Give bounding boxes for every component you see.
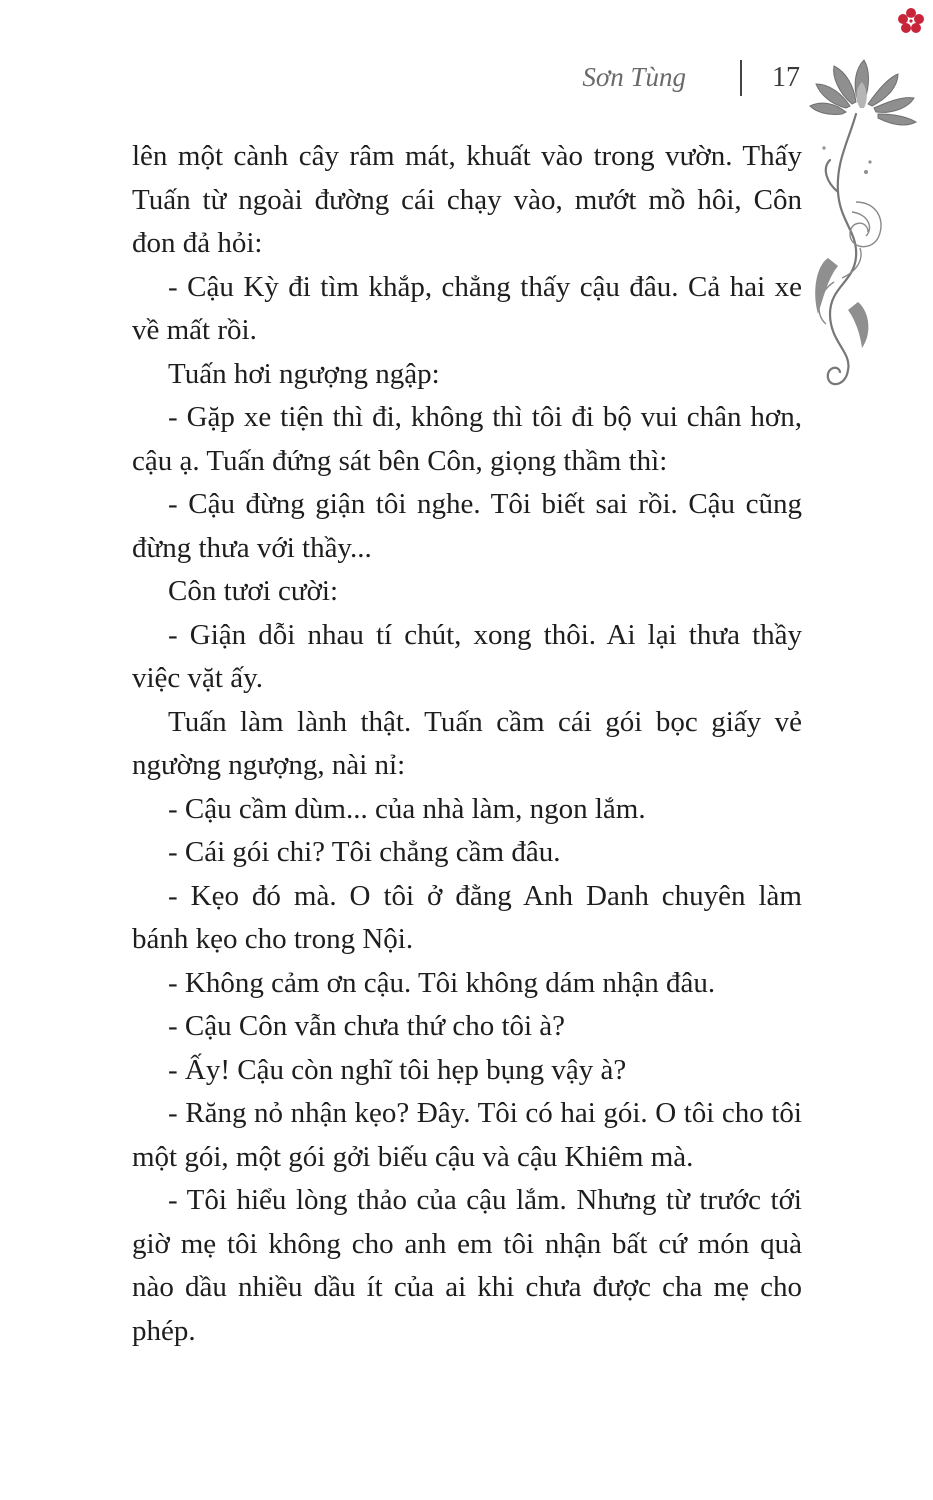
paragraph: - Cái gói chi? Tôi chẳng cầm đâu.: [168, 836, 561, 868]
paragraph: Côn tươi cười:: [168, 575, 339, 607]
paragraph: - Cậu đừng giận tôi nghe. Tôi biết sai rồi. Cậu cũng đừng thưa với thầy...: [132, 488, 802, 564]
page-number: 17: [772, 62, 800, 93]
paragraph: - Giận dỗi nhau tí chút, xong thôi. Ai lại thưa thầy việc vặt ấy.: [132, 618, 802, 694]
paragraph: - Gặp xe tiện thì đi, không thì tôi đi bộ vui chân hơn, cậu ạ. Tuấn đứng sát bên Côn, giọng thầm thì:: [132, 401, 802, 477]
paragraph: - Răng nỏ nhận kẹo? Đây. Tôi có hai gói. O tôi cho tôi một gói, một gói gởi biếu cậu và cậu Khiêm mà.: [132, 1097, 802, 1173]
paragraph: Tuấn làm lành thật. Tuấn cầm cái gói bọc giấy vẻ ngường ngượng, nài nỉ:: [132, 705, 802, 781]
paragraph: - Cậu Kỳ đi tìm khắp, chẳng thấy cậu đâu. Cả hai xe về mất rồi.: [132, 270, 802, 346]
running-header: [582, 58, 810, 102]
paragraph: - Không cảm ơn cậu. Tôi không dám nhận đâu.: [168, 966, 716, 999]
lotus-scroll-ornament: [808, 52, 923, 397]
paragraph: Tuấn hơi ngượng ngập:: [168, 357, 440, 390]
paragraph: - Cậu cầm dùm... của nhà làm, ngon lắm.: [168, 792, 646, 825]
paragraph: lên một cành cây râm mát, khuất vào trong vườn. Thấy Tuấn từ ngoài đường cái chạy vào, mướt mồ hôi, Côn đon đả hỏi:: [132, 140, 802, 259]
paragraph: - Cậu Côn vẫn chưa thứ cho tôi à?: [168, 1010, 566, 1042]
header-divider: [740, 60, 742, 96]
paragraph: - Tôi hiểu lòng thảo của cậu lắm. Nhưng từ trước tới giờ mẹ tôi không cho anh em tôi nhận bất cứ món quà nào dầu nhiều dầu ít của ai khi chưa được cha mẹ cho phép.: [132, 1184, 802, 1347]
flower-icon: [896, 6, 926, 36]
paragraph: - Ấy! Cậu còn nghĩ tôi hẹp bụng vậy à?: [168, 1053, 627, 1086]
author-name: Sơn Tùng: [582, 62, 686, 92]
paragraph: - Kẹo đó mà. O tôi ở đằng Anh Danh chuyên làm bánh kẹo cho trong Nội.: [132, 879, 802, 955]
body-text: [132, 135, 802, 1353]
